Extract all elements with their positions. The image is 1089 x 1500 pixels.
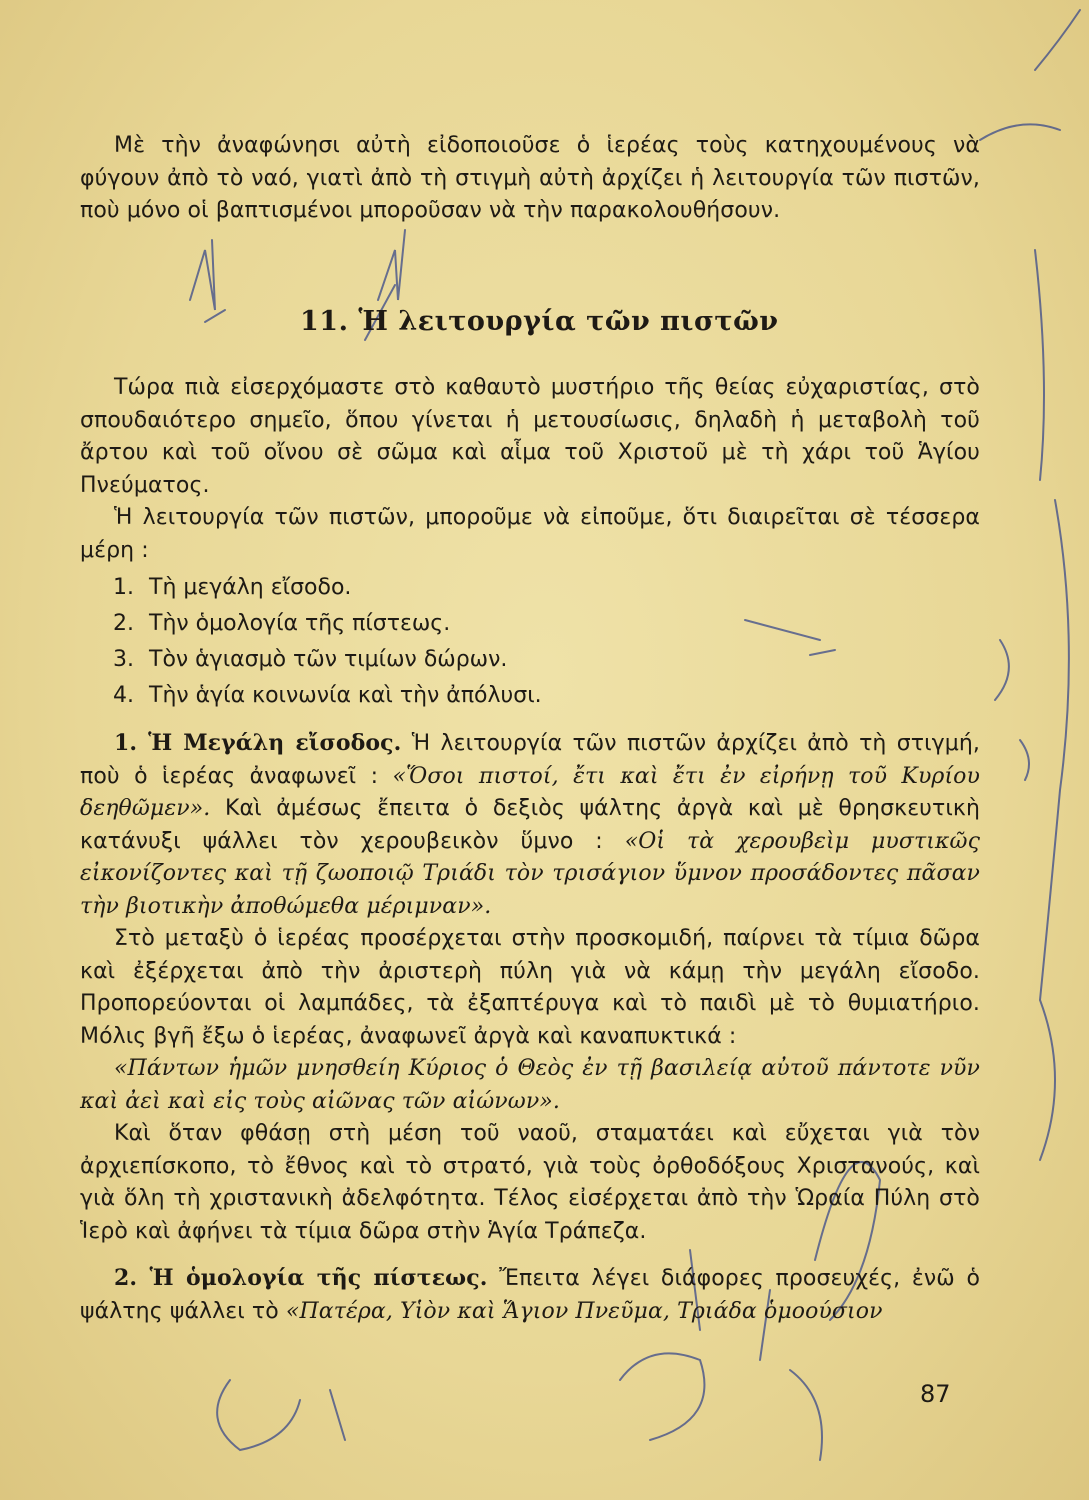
paragraph-block-1 (80, 372, 980, 567)
intro-text: Μὲ τὴν ἀναφώνησι αὐτὴ εἰδοποιοῦσε ὁ ἱερέας τοὺς κατηχουμένους νὰ φύγουν ἀπὸ τὸ ναό, γιατὶ ἀπὸ τὴ στιγμὴ αὐτὴ ἀρχίζει ἡ λειτουργία τῶν πιστῶν, ποὺ μόνο οἱ βαπτισμένοι μποροῦσαν νὰ τὴν παρακολουθήσουν. (80, 133, 980, 223)
section-1-quote-a: «Ὅσοι πιστοί, ἔτι καὶ ἔτι ἐν εἰρήνῃ τοῦ Κυρίου δεηθῶμεν». (80, 763, 980, 821)
list-number: 2. (113, 611, 134, 636)
section-2-quote: «Πατέρα, Υἱὸν καὶ Ἅγιον Πνεῦμα, Τριάδα ὁμοούσιον (285, 1298, 883, 1324)
list-text: Τὸν ἁγιασμὸ τῶν τιμίων δώρων. (149, 647, 508, 672)
quote-3-text: «Πάντων ἡμῶν μνησθείη Κύριος ὁ Θεὸς ἐν τῇ βασιλείᾳ αὐτοῦ πάντοτε νῦν καὶ ἀεὶ καὶ εἰς τοὺς αἰῶνας τῶν αἰώνων». (80, 1056, 980, 1114)
quote-3 (80, 1053, 980, 1118)
list-number: 4. (113, 683, 134, 708)
list-item (113, 678, 542, 714)
section-1-text-b: Καὶ ἀμέσως ἔπειτα ὁ δεξιὸς ψάλτης ἀργὰ καὶ μὲ θρησκευτικὴ κατάνυξι ψάλλει τὸν χερουβεικὸν ὕμνο : (80, 796, 981, 854)
section-2-paragraph (80, 1262, 980, 1328)
section-2-label: 2. Ἡ ὁμολογία τῆς πίστεως. (114, 1265, 488, 1291)
section-heading: 11. Ἡ λειτουργία τῶν πιστῶν (300, 306, 779, 337)
list-item (113, 642, 542, 678)
list-text: Τὴν ἁγία κοινωνία καὶ τὴν ἀπόλυσι. (149, 683, 542, 708)
section-1-text-a: Ἡ λειτουργία τῶν πιστῶν ἀρχίζει ἀπὸ τὴ στιγμή, ποὺ ὁ ἱερέας ἀναφωνεῖ : (80, 731, 981, 789)
list-item (113, 606, 542, 642)
list-item (113, 570, 542, 606)
paragraph-4: Καὶ ὅταν φθάσῃ στὴ μέση τοῦ ναοῦ, σταματάει καὶ εὔχεται γιὰ τὸν ἀρχιεπίσκοπο, τὸ ἔθνος καὶ τὸ στρατό, γιὰ τοὺς ὀρθοδόξους Χριστανούς, καὶ γιὰ ὅλη τὴ χριστανικὴ ἀδελφότητα. Τέλος εἰσέρχεται ἀπὸ τὴν Ὡραία Πύλη στὸ Ἱερὸ καὶ ἀφήνει τὰ τίμια δῶρα στὴν Ἁγία Τράπεζα. (80, 1121, 980, 1244)
list-text: Τὴν ὁμολογία τῆς πίστεως. (149, 611, 451, 636)
list-text: Τὴ μεγάλη εἴσοδο. (149, 575, 352, 600)
section-1-block (80, 727, 980, 1328)
page-number: 87 (920, 1380, 951, 1408)
paragraph-3-text: Στὸ μεταξὺ ὁ ἱερέας προσέρχεται στὴν προσκομιδή, παίρνει τὰ τίμια δῶρα καὶ ἐξέρχεται ἀπὸ τὴν ἀριστερὴ πύλη γιὰ νὰ κάμῃ τὴν μεγάλη εἴσοδο. Προπορεύονται οἱ λαμπάδες, τὰ ἐξαπτέρυγα καὶ τὸ παιδὶ μὲ τὸ θυμιατήριο. Μόλις βγῆ ἔξω ὁ ἱερέας, ἀναφωνεῖ ἀργὰ καὶ καναπυκτικά : (80, 926, 980, 1049)
parts-list (113, 570, 542, 714)
paragraph-2: Ἡ λειτουργία τῶν πιστῶν, μποροῦμε νὰ εἰποῦμε, ὅτι διαιρεῖται σὲ τέσσερα μέρη : (80, 505, 980, 563)
paragraph-3 (80, 923, 980, 1053)
paragraph-1: Τώρα πιὰ εἰσερχόμαστε στὸ καθαυτὸ μυστήριο τῆς θείας εὐχαριστίας, στὸ σπουδαιότερο σημεῖο, ὅπου γίνεται ἡ μετουσίωσις, δηλαδὴ ἡ μεταβολὴ τοῦ ἄρτου καὶ τοῦ οἴνου σὲ σῶμα καὶ αἷμα τοῦ Χριστοῦ μὲ τὴ χάρι τοῦ Ἁγίου Πνεύματος. (80, 375, 980, 498)
list-number: 1. (113, 575, 134, 600)
section-1-paragraph (80, 727, 980, 923)
intro-paragraph (80, 130, 980, 228)
section-2-text: Ἔπειτα λέγει διάφορες προσευχές, ἐνῶ ὁ ψάλτης ψάλλει τὸ (80, 1266, 981, 1324)
section-1-label: 1. Ἡ Μεγάλη εἴσοδος. (114, 730, 402, 756)
list-number: 3. (113, 647, 134, 672)
section-1-quote-b: «Οἱ τὰ χερουβεὶμ μυστικῶς εἰκονίζοντες καὶ τῇ ζωοποιῷ Τριάδι τὸν τρισάγιον ὕμνον προσάδοντες πᾶσαν τὴν βιοτικὴν ἀποθώμεθα μέριμναν». (80, 828, 981, 919)
